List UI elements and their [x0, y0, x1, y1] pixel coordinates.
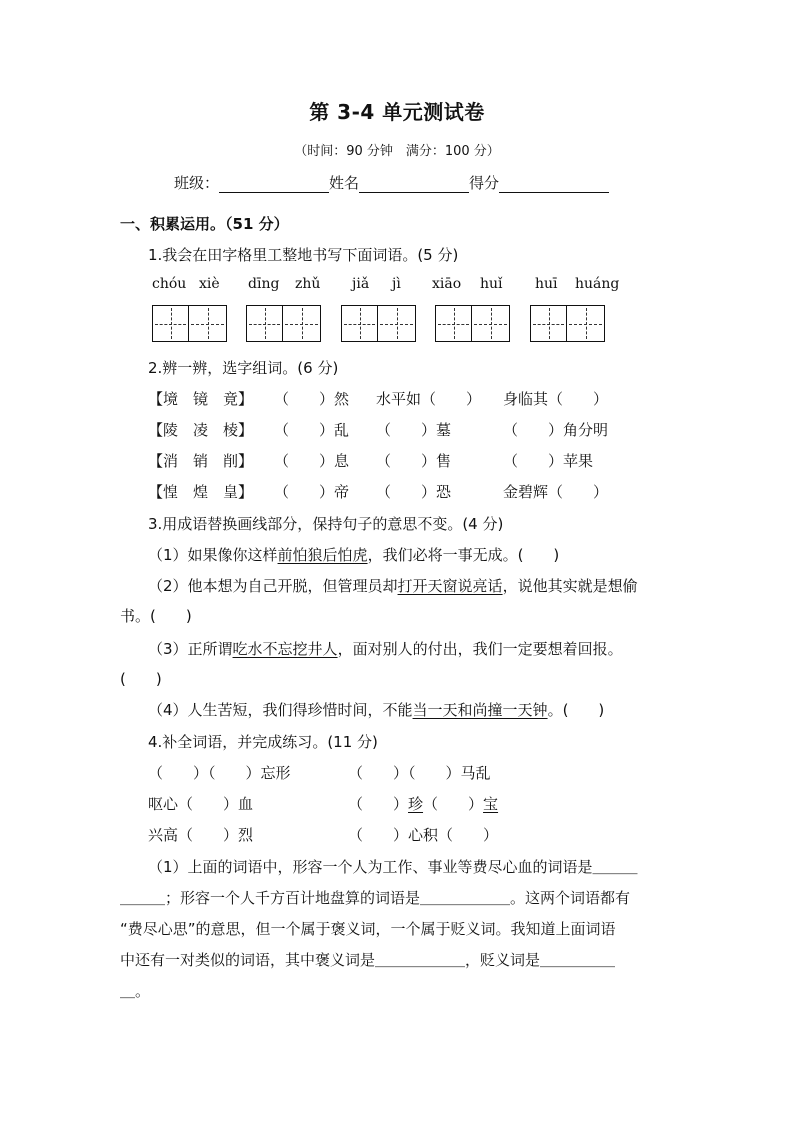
pinyin-4b: huǐ	[480, 276, 503, 292]
section-heading: 一、积累运用。（51 分）	[120, 215, 289, 233]
q4-paragraph-line: （1）上面的词语中，形容一个人为工作、事业等费尽心血的词语是＿＿＿	[148, 858, 638, 876]
q2-row-c: 金碧辉（ ）	[503, 483, 609, 501]
q4-word: （ ）珍（ ）宝	[348, 795, 499, 813]
tian-grid-group	[152, 305, 227, 342]
pinyin-3a: jiǎ	[352, 276, 370, 292]
underlined-phrase: 打开天窗说亮话	[397, 577, 503, 595]
pinyin-3b: jì	[392, 276, 401, 292]
q3-sentence-1: （1）如果像你这样前怕狼后怕虎，我们必将一事无成。( )	[148, 546, 560, 564]
tian-cell[interactable]	[378, 305, 416, 342]
q2-row-b: （ ）墓	[376, 421, 452, 439]
tian-cell[interactable]	[567, 305, 605, 342]
tian-cell[interactable]	[189, 305, 227, 342]
underlined-phrase: 吃水不忘挖井人	[232, 640, 338, 658]
q2-row-a: （ ）息	[274, 452, 350, 470]
tian-cell[interactable]	[435, 305, 472, 342]
q4-paragraph-line: “费尽心思”的意思，但一个属于褒义词，一个属于贬义词。我知道上面词语	[120, 920, 616, 938]
question-3: 3.用成语替换画线部分，保持句子的意思不变。(4 分)	[148, 515, 504, 533]
q4-word: 兴高（ ）烈	[148, 826, 254, 844]
q2-row-b: 水平如（ ）	[376, 390, 482, 408]
q4-word: （ ）（ ）马乱	[348, 764, 491, 782]
student-info-line	[174, 172, 609, 193]
tian-grid-group	[246, 305, 321, 342]
pinyin-1a: chóu	[152, 276, 187, 292]
pinyin-5b: huáng	[575, 276, 620, 292]
q3-sentence-3-cont: ( )	[120, 670, 162, 688]
question-1: 1.我会在田字格里工整地书写下面词语。(5 分)	[148, 246, 459, 264]
question-4: 4.补全词语，并完成练习。(11 分)	[148, 733, 378, 751]
pinyin-4a: xiāo	[432, 276, 462, 292]
q3-sentence-4: （4）人生苦短，我们得珍惜时间，不能当一天和尚撞一天钟。( )	[148, 701, 605, 719]
tian-cell[interactable]	[152, 305, 189, 342]
page-title: 第 3-4 单元测试卷	[309, 100, 485, 124]
q2-row-chars: 【境 镜 竟】	[148, 390, 254, 408]
question-2: 2.辨一辨，选字组词。(6 分)	[148, 359, 339, 377]
q4-paragraph-line: ＿＿＿；形容一个人千方百计地盘算的词语是＿＿＿＿＿＿。这两个词语都有	[120, 889, 631, 907]
q2-row-chars: 【消 销 削】	[148, 452, 254, 470]
exam-time-score: （时间：90 分钟 满分：100 分）	[294, 144, 500, 159]
q2-row-chars: 【惶 煌 皇】	[148, 483, 254, 501]
q4-paragraph-line: ＿。	[120, 982, 151, 1000]
tian-cell[interactable]	[246, 305, 283, 342]
q2-row-c: （ ）角分明	[503, 421, 609, 439]
q2-row-a: （ ）乱	[274, 421, 350, 439]
pinyin-5a: huī	[535, 276, 558, 292]
q2-row-b: （ ）恐	[376, 483, 452, 501]
underlined-phrase: 当一天和尚撞一天钟	[412, 701, 548, 719]
q4-paragraph-line: 中还有一对类似的词语，其中褒义词是＿＿＿＿＿＿，贬义词是＿＿＿＿＿	[120, 951, 616, 969]
score-blank[interactable]	[499, 174, 609, 193]
tian-cell[interactable]	[341, 305, 378, 342]
pinyin-2a: dīng	[248, 276, 280, 292]
tian-cell[interactable]	[530, 305, 567, 342]
score-label: 得分	[469, 174, 500, 192]
pinyin-2b: zhǔ	[295, 276, 321, 292]
q2-row-chars: 【陵 凌 棱】	[148, 421, 254, 439]
q3-sentence-2: （2）他本想为自己开脱，但管理员却打开天窗说亮话，说他其实就是想偷	[148, 577, 638, 595]
q2-row-a: （ ）然	[274, 390, 350, 408]
tian-grid-group	[435, 305, 510, 342]
name-label: 姓名	[329, 174, 360, 192]
q2-row-c: （ ）苹果	[503, 452, 594, 470]
q2-row-a: （ ）帝	[274, 483, 350, 501]
tian-cell[interactable]	[283, 305, 321, 342]
underlined-phrase: 前怕狼后怕虎	[277, 546, 368, 564]
tian-grid-group	[530, 305, 605, 342]
name-blank[interactable]	[359, 174, 469, 193]
tian-grid-group	[341, 305, 416, 342]
pinyin-1b: xiè	[199, 276, 220, 292]
q2-row-c: 身临其（ ）	[503, 390, 609, 408]
q2-row-b: （ ）售	[376, 452, 452, 470]
q3-sentence-2-cont: 书。( )	[120, 607, 192, 625]
q3-sentence-3: （3）正所谓吃水不忘挖井人，面对别人的付出，我们一定要想着回报。	[148, 640, 623, 658]
q4-word: 呕心（ ）血	[148, 795, 254, 813]
class-blank[interactable]	[219, 174, 329, 193]
q4-word: （ ）心积（ ）	[348, 826, 499, 844]
class-label: 班级：	[174, 174, 220, 192]
tian-cell[interactable]	[472, 305, 510, 342]
q4-word: （ ）（ ）忘形	[148, 764, 291, 782]
